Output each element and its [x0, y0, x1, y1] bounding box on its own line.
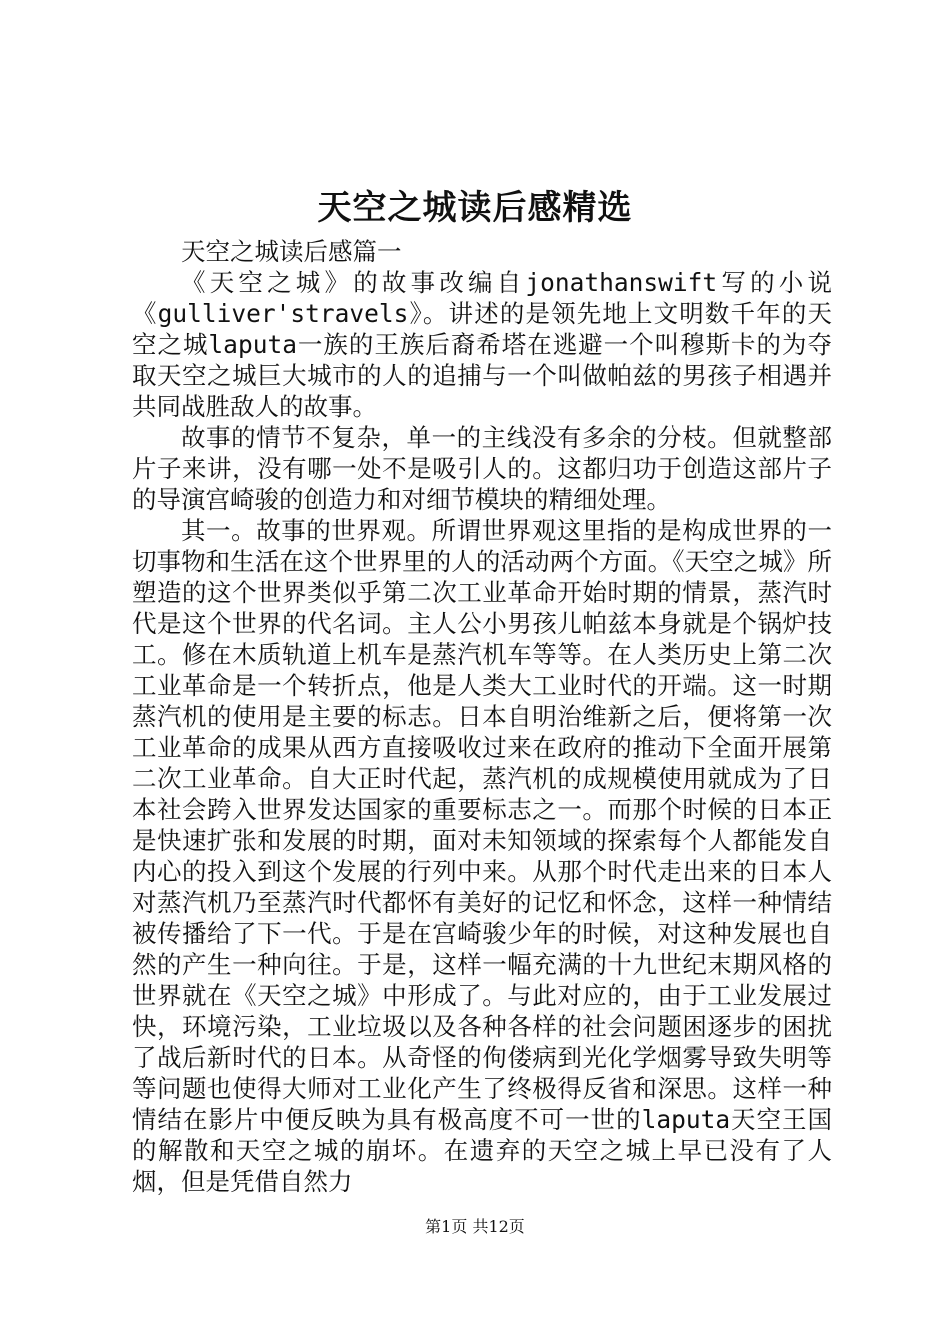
- paragraph: 故事的情节不复杂，单一的主线没有多余的分枝。但就整部片子来讲，没有哪一处不是吸引人的。这都归功于创造这部片子的导演宫崎骏的创造力和对细节模块的精细处理。: [132, 423, 832, 514]
- paragraph: 《天空之城》的故事改编自jonathanswift写的小说《gulliver'stravels》。讲述的是领先地上文明数千年的天空之城laputa一族的王族后裔希塔在逃避一个叫穆斯卡的为夺取天空之城巨大城市的人的追捕与一个叫做帕兹的男孩子相遇并共同战胜敌人的故事。: [132, 268, 832, 421]
- section-heading: 天空之城读后感篇一: [181, 237, 402, 266]
- paragraph: 其一。故事的世界观。所谓世界观这里指的是构成世界的一切事物和生活在这个世界里的人的活动两个方面。《天空之城》所塑造的这个世界类似乎第二次工业革命开始时期的情景，蒸汽时代是这个世界的代名词。主人公小男孩儿帕兹本身就是个锅炉技工。修在木质轨道上机车是蒸汽机车等等。在人类历史上第二次工业革命是一个转折点，他是人类大工业时代的开端。这一时期蒸汽机的使用是主要的标志。日本自明治维新之后，便将第一次工业革命的成果从西方直接吸收过来在政府的推动下全面开展第二次工业革命。自大正时代起，蒸汽机的成规模使用就成为了日本社会跨入世界发达国家的重要标志之一。而那个时候的日本正是快速扩张和发展的时期，面对未知领域的探索每个人都能发自内心的投入到这个发展的行列中来。从那个时代走出来的日本人对蒸汽机乃至蒸汽时代都怀有美好的记忆和怀念，这样一种情结被传播给了下一代。于是在宫崎骏少年的时候，对这种发展也自然的产生一种向往。于是，这样一幅充满的十九世纪末期风格的世界就在《天空之城》中形成了。与此对应的，由于工业发展过快，环境污染，工业垃圾以及各种各样的社会问题困逐步的困扰了战后新时代的日本。从奇怪的佝偻病到光化学烟雾导致失明等等问题也使得大师对工业化产生了终极得反省和深思。这样一种情结在影片中便反映为具有极高度不可一世的laputa天空王国的解散和天空之城的崩坏。在遗弃的天空之城上早已没有了人烟，但是凭借自然力: [132, 516, 832, 1196]
- page-footer: 第1页 共12页: [425, 1217, 525, 1236]
- article-body: [132, 236, 832, 1197]
- page-title: 天空之城读后感精选: [317, 188, 633, 228]
